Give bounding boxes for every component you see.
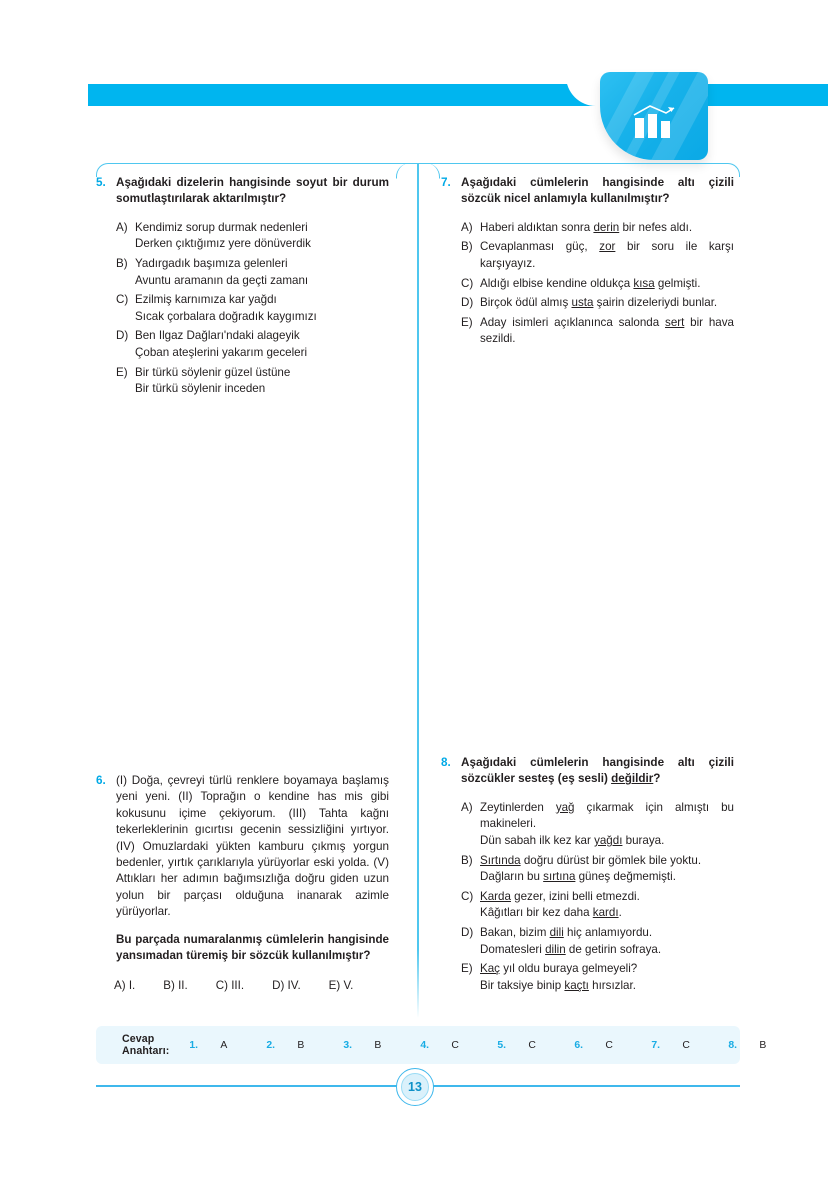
option-text: Aldığı elbise kendine oldukça kısa gelmişti. [480, 276, 701, 290]
answer-key-item-4 [420, 1040, 497, 1051]
underlined-word: zor [599, 240, 616, 254]
option-b[interactable] [461, 853, 734, 886]
option-text: Ben Ilgaz Dağları'ndaki alageyik Çoban ateşlerini yakarım geceleri [135, 329, 308, 359]
question-6-passage: (I) Doğa, çevreyi türlü renklere boyamaya başlamış yeni yeni. (II) Toprağın o kendine has mis gibi kokusunu içime çekiyorum. (III) Tahta kağnı tekerleklerinin gıcırtısı gecenin sessizliğini yırtıyor. (IV) Omuzlardaki yükten kamburu çıkmış yorgun bedenler, yırtık çarıklarıyla yürüyorlar eski yolda. (V) Attıkları her adımın bağımsızlığa doğru giden uzun yolun bir parçası olduğuna inanarak azimle yürüyorlar. [116, 774, 389, 919]
option-text: Haberi aldıktan sonra derin bir nefes aldı. [480, 220, 693, 234]
option-e[interactable]: E) V. [328, 978, 354, 992]
answer-key-number: 4. [420, 1039, 430, 1051]
column-divider [417, 163, 419, 1018]
option-line: Kâğıtları bir kez daha kardı. [480, 906, 622, 920]
question-8-options [441, 800, 734, 995]
answer-key-item-3 [343, 1040, 420, 1051]
question-5-header [96, 175, 389, 208]
underlined-word: yağdı [594, 834, 623, 847]
answer-key-number: 7. [651, 1039, 661, 1051]
question-5-stem: Aşağıdaki dizelerin hangisinde soyut bir durum somutlaştırılarak aktarılmıştır? [116, 176, 389, 206]
option-text [480, 853, 734, 886]
bar-chart-icon [630, 102, 678, 142]
question-6 [96, 773, 389, 994]
option-letter: B) [461, 240, 473, 254]
answer-key-item-6 [574, 1040, 651, 1051]
option-letter: D) [461, 925, 474, 939]
option-letter: A) [461, 220, 473, 234]
column-right-lower [441, 755, 734, 997]
underlined-word: Karda [480, 889, 511, 903]
option-text: Ezilmiş karnımıza kar yağdı Sıcak çorbalara doğradık kaygımızı [135, 293, 317, 323]
answer-key-letter: B [759, 1039, 767, 1051]
answer-key-letter: C [528, 1039, 536, 1051]
option-letter: C) [461, 889, 474, 903]
question-8-number: 8. [441, 756, 451, 769]
answer-key-label: Cevap Anahtarı: [122, 1033, 170, 1057]
answer-key-item-5 [497, 1040, 574, 1051]
option-e[interactable] [116, 365, 389, 398]
option-line: Sırtında doğru dürüst bir gömlek bile yoktu. [480, 853, 702, 867]
page-number: 13 [401, 1073, 429, 1101]
underlined-word: kardı [592, 906, 619, 920]
answer-key-item-1 [189, 1040, 266, 1051]
question-6-number: 6. [96, 774, 106, 787]
option-line: Bakan, bizim dili hiç anlamıyordu. [480, 925, 653, 939]
question-7 [441, 175, 734, 348]
option-text: Yadırgadık başımıza gelenleri Avuntu aramanın da geçti zamanı [135, 257, 309, 287]
answer-key-item-8 [728, 1040, 805, 1051]
underlined-word: değildir [611, 772, 654, 786]
option-b[interactable] [461, 239, 734, 272]
option-line: Zeytinlerden yağ çıkarmak için almıştı bu makineleri. [480, 800, 734, 831]
option-a[interactable] [461, 220, 734, 237]
question-8-stem: Aşağıdaki cümlelerin hangisinde altı çizili sözcükler sesteş (eş sesli) değildir? [461, 756, 734, 786]
option-c[interactable] [116, 292, 389, 325]
question-7-stem: Aşağıdaki cümlelerin hangisinde altı çizili sözcük nicel anlamıyla kullanılmıştır? [461, 176, 734, 206]
option-text: Kendimiz sorup durmak nedenleri Derken çıktığımız yere dönüverdik [135, 220, 311, 251]
option-letter: E) [461, 962, 473, 976]
question-frame [96, 163, 740, 1018]
column-left-lower [96, 773, 389, 994]
question-5-options [96, 220, 389, 398]
question-8 [441, 755, 734, 994]
option-text: Birçok ödül almış usta şairin dizeleriydi bunlar. [480, 296, 718, 310]
underlined-word: kaçtı [564, 978, 589, 992]
option-line: Domatesleri dilin de getirin sofraya. [480, 942, 662, 956]
answer-key-number: 3. [343, 1039, 353, 1051]
question-5-number: 5. [96, 176, 106, 189]
question-6-header [96, 773, 389, 921]
header-ribbon-tab [600, 72, 708, 160]
option-text: Aday isimleri açıklanınca salonda sert bir hava sezildi. [480, 315, 734, 346]
question-7-options [441, 220, 734, 348]
answer-key-item-2 [266, 1040, 343, 1051]
underlined-word: Sırtında [480, 853, 521, 867]
option-d[interactable] [461, 295, 734, 312]
option-letter: E) [116, 365, 128, 379]
option-c[interactable] [461, 889, 734, 922]
option-letter: D) [461, 296, 474, 310]
answer-key-bar [96, 1026, 767, 1064]
option-line: Karda gezer, izini belli etmezdi. [480, 889, 640, 903]
option-text: Cevaplanması güç, zor bir soru ile karşı karşıyayız. [480, 240, 735, 270]
option-line: Dün sabah ilk kez kar yağdı buraya. [480, 834, 665, 847]
question-6-sub-stem: Bu parçada numaralanmış cümlelerin hangisinde yansımadan türemiş bir sözcük kullanılmıştır? [116, 932, 389, 963]
answer-key-number: 6. [574, 1039, 584, 1051]
answer-key-letter: C [605, 1039, 613, 1051]
question-6-options [96, 978, 389, 995]
option-text [480, 925, 734, 958]
answer-key-letter: C [682, 1039, 690, 1051]
underlined-word: yağ [555, 800, 575, 814]
underlined-word: Kaç [480, 962, 500, 976]
option-text [480, 961, 734, 994]
column-right [441, 175, 734, 351]
answer-key-item-7 [651, 1040, 728, 1051]
option-e[interactable] [461, 315, 734, 348]
underlined-word: sırtına [543, 870, 576, 884]
option-e[interactable] [461, 961, 734, 994]
option-letter: B) [461, 853, 473, 867]
underlined-word: sert [665, 315, 685, 329]
option-text: Bir türkü söylenir güzel üstüne Bir türkü söylenir inceden [135, 365, 291, 396]
option-c[interactable]: C) III. [215, 978, 245, 992]
option-letter: C) [116, 293, 129, 307]
option-line: Bir taksiye binip kaçtı hırsızlar. [480, 978, 636, 992]
option-a[interactable]: A) I. [114, 978, 136, 992]
option-d[interactable] [116, 328, 389, 361]
underlined-word: dilin [545, 942, 566, 956]
question-5 [96, 175, 389, 398]
option-text [480, 889, 734, 922]
option-letter: A) [116, 220, 128, 234]
option-d[interactable]: D) IV. [272, 978, 301, 992]
answer-key-letter: C [451, 1039, 459, 1051]
option-d[interactable] [461, 925, 734, 958]
answer-key-letter: B [374, 1039, 382, 1051]
answer-key-number: 1. [189, 1039, 199, 1051]
option-c[interactable] [461, 276, 734, 293]
option-letter: D) [116, 329, 129, 343]
underlined-word: usta [571, 296, 594, 310]
question-8-header [441, 755, 734, 788]
answer-key-number: 2. [266, 1039, 276, 1051]
option-line: Kaç yıl oldu buraya gelmeyeli? [480, 962, 638, 976]
option-letter: B) [116, 257, 128, 270]
question-7-number: 7. [441, 176, 451, 189]
option-line: Dağların bu sırtına güneş değmemişti. [480, 870, 676, 884]
option-letter: E) [461, 315, 473, 329]
answer-key-letter: B [297, 1039, 305, 1051]
option-a[interactable] [116, 220, 389, 253]
underlined-word: derin [593, 220, 620, 234]
option-letter: C) [461, 276, 474, 290]
underlined-word: dili [549, 925, 564, 939]
question-7-header [441, 175, 734, 208]
answer-key-number: 8. [728, 1039, 738, 1051]
page-number-badge [396, 1068, 434, 1106]
option-b[interactable] [116, 256, 389, 289]
option-a[interactable] [461, 800, 734, 850]
option-text [480, 800, 734, 850]
option-b[interactable]: B) II. [163, 978, 188, 992]
answer-key-number: 5. [497, 1039, 507, 1051]
header-accent-band [88, 84, 828, 106]
answer-key-letter: A [220, 1039, 228, 1051]
column-left [96, 175, 389, 401]
option-letter: A) [461, 800, 473, 814]
underlined-word: kısa [633, 276, 655, 290]
